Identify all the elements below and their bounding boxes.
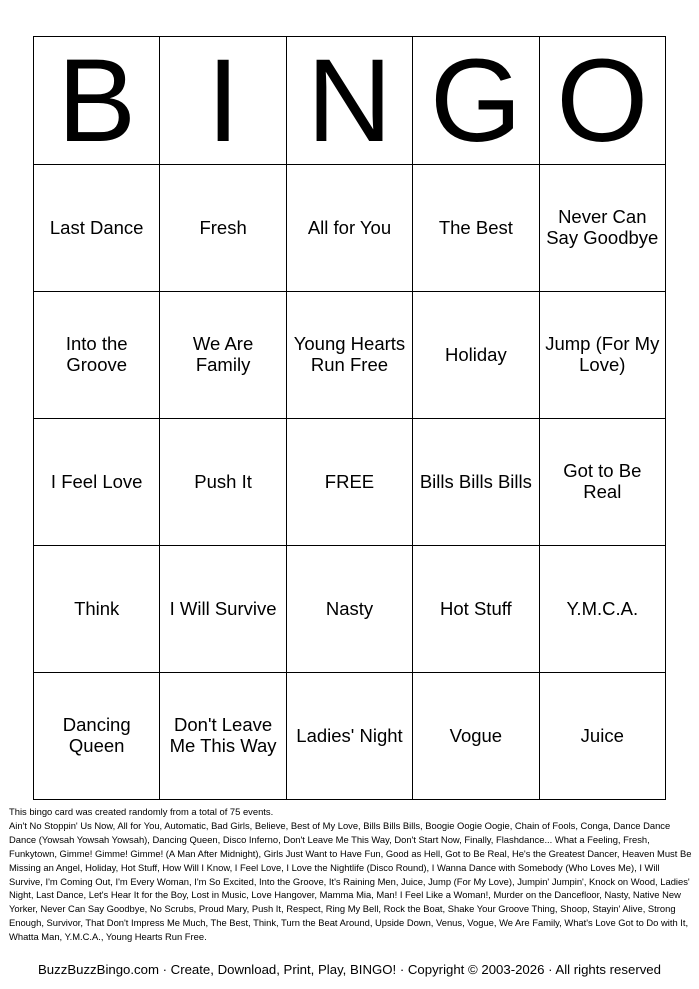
header-letter: B (57, 36, 137, 165)
bingo-cell: Last Dance (34, 165, 160, 292)
bingo-cell: Bills Bills Bills (413, 419, 539, 546)
bingo-cell: I Will Survive (160, 546, 286, 673)
event-list: Ain't No Stoppin' Us Now, All for You, Automatic, Bad Girls, Believe, Best of My Love, Bills Bills Bills, Boogie Oogie Oogie, Chain of Fools, Conga, Dance Dance Dance (Yowsah Yowsah Yowsah), Dancing Queen, Disco Inferno, Don't Leave Me This Way, Don't Start Now, Finally, Flashdance... What a Feeling, Fresh, Funkytown, Gimme! Gimme! Gimme! (A Man After Midnight), Girls Just Want to Have Fun, Good as Hell, Got to Be Real, He's the Greatest Dancer, Heaven Must Be Missing an Angel, Holiday, Hot Stuff, How Will I Know, I Feel Love, I Love the Nightlife (Disco Round), I Wanna Dance with Somebody (Who Loves Me), I Will Survive, I'm Coming Out, I'm Every Woman, I'm So Excited, Into the Groove, It's Raining Men, Juice, Jump (For My Love), Jumpin' Jumpin', Knock on Wood, Ladies' Night, Last Dance, Let's Hear It for the Boy, Lost in Music, Love Hangover, Mamma Mia, Man! I Feel Like a Woman!, Murder on the Dancefloor, Nasty, Native New Yorker, Never Can Say Goodbye, No Scrubs, Proud Mary, Push It, Respect, Ring My Bell, Rock the Boat, Shake Your Groove Thing, Shoop, Stayin' Alive, Strong Enough, Survivor, That Don't Impress Me Much, The Best, Think, Turn the Beat Around, Upside Down, Venus, Vogue, We Are Family, What's Love Got to Do with It, Whatta Man, Y.M.C.A., Young Hearts Run Free. (9, 819, 692, 943)
bingo-row (34, 673, 666, 800)
bingo-cell: Nasty (286, 546, 412, 673)
bingo-cell: Holiday (413, 292, 539, 419)
bingo-cell: Push It (160, 419, 286, 546)
header-letter: G (429, 36, 522, 165)
bingo-cell: All for You (286, 165, 412, 292)
card-info (9, 805, 693, 944)
header-letter: N (306, 36, 393, 165)
header-cell (413, 37, 539, 165)
bingo-row (34, 165, 666, 292)
free-space-cell: FREE (286, 419, 412, 546)
bingo-row (34, 546, 666, 673)
bingo-cell: The Best (413, 165, 539, 292)
bingo-row (34, 419, 666, 546)
bingo-card (33, 36, 666, 800)
header-cell (539, 37, 665, 165)
header-letter: I (206, 36, 240, 165)
card-info-intro: This bingo card was created randomly from a total of 75 events. (9, 806, 274, 817)
bingo-cell: We Are Family (160, 292, 286, 419)
bingo-row (34, 292, 666, 419)
bingo-cell: Fresh (160, 165, 286, 292)
bingo-header-row (34, 37, 666, 165)
bingo-cell: Never Can Say Goodbye (539, 165, 665, 292)
bingo-cell: Young Hearts Run Free (286, 292, 412, 419)
bingo-cell: Dancing Queen (34, 673, 160, 800)
header-letter: O (556, 36, 649, 165)
bingo-cell: I Feel Love (34, 419, 160, 546)
header-cell (34, 37, 160, 165)
bingo-cell: Jump (For My Love) (539, 292, 665, 419)
bingo-cell: Hot Stuff (413, 546, 539, 673)
header-cell (160, 37, 286, 165)
bingo-cell: Into the Groove (34, 292, 160, 419)
site-footer: BuzzBuzzBingo.com · Create, Download, Print, Play, BINGO! · Copyright © 2003-2026 · All rights reserved (38, 962, 661, 977)
bingo-cell: Got to Be Real (539, 419, 665, 546)
bingo-cell: Juice (539, 673, 665, 800)
header-cell (286, 37, 412, 165)
bingo-cell: Ladies' Night (286, 673, 412, 800)
bingo-cell: Think (34, 546, 160, 673)
bingo-cell: Vogue (413, 673, 539, 800)
bingo-cell: Y.M.C.A. (539, 546, 665, 673)
bingo-cell: Don't Leave Me This Way (160, 673, 286, 800)
